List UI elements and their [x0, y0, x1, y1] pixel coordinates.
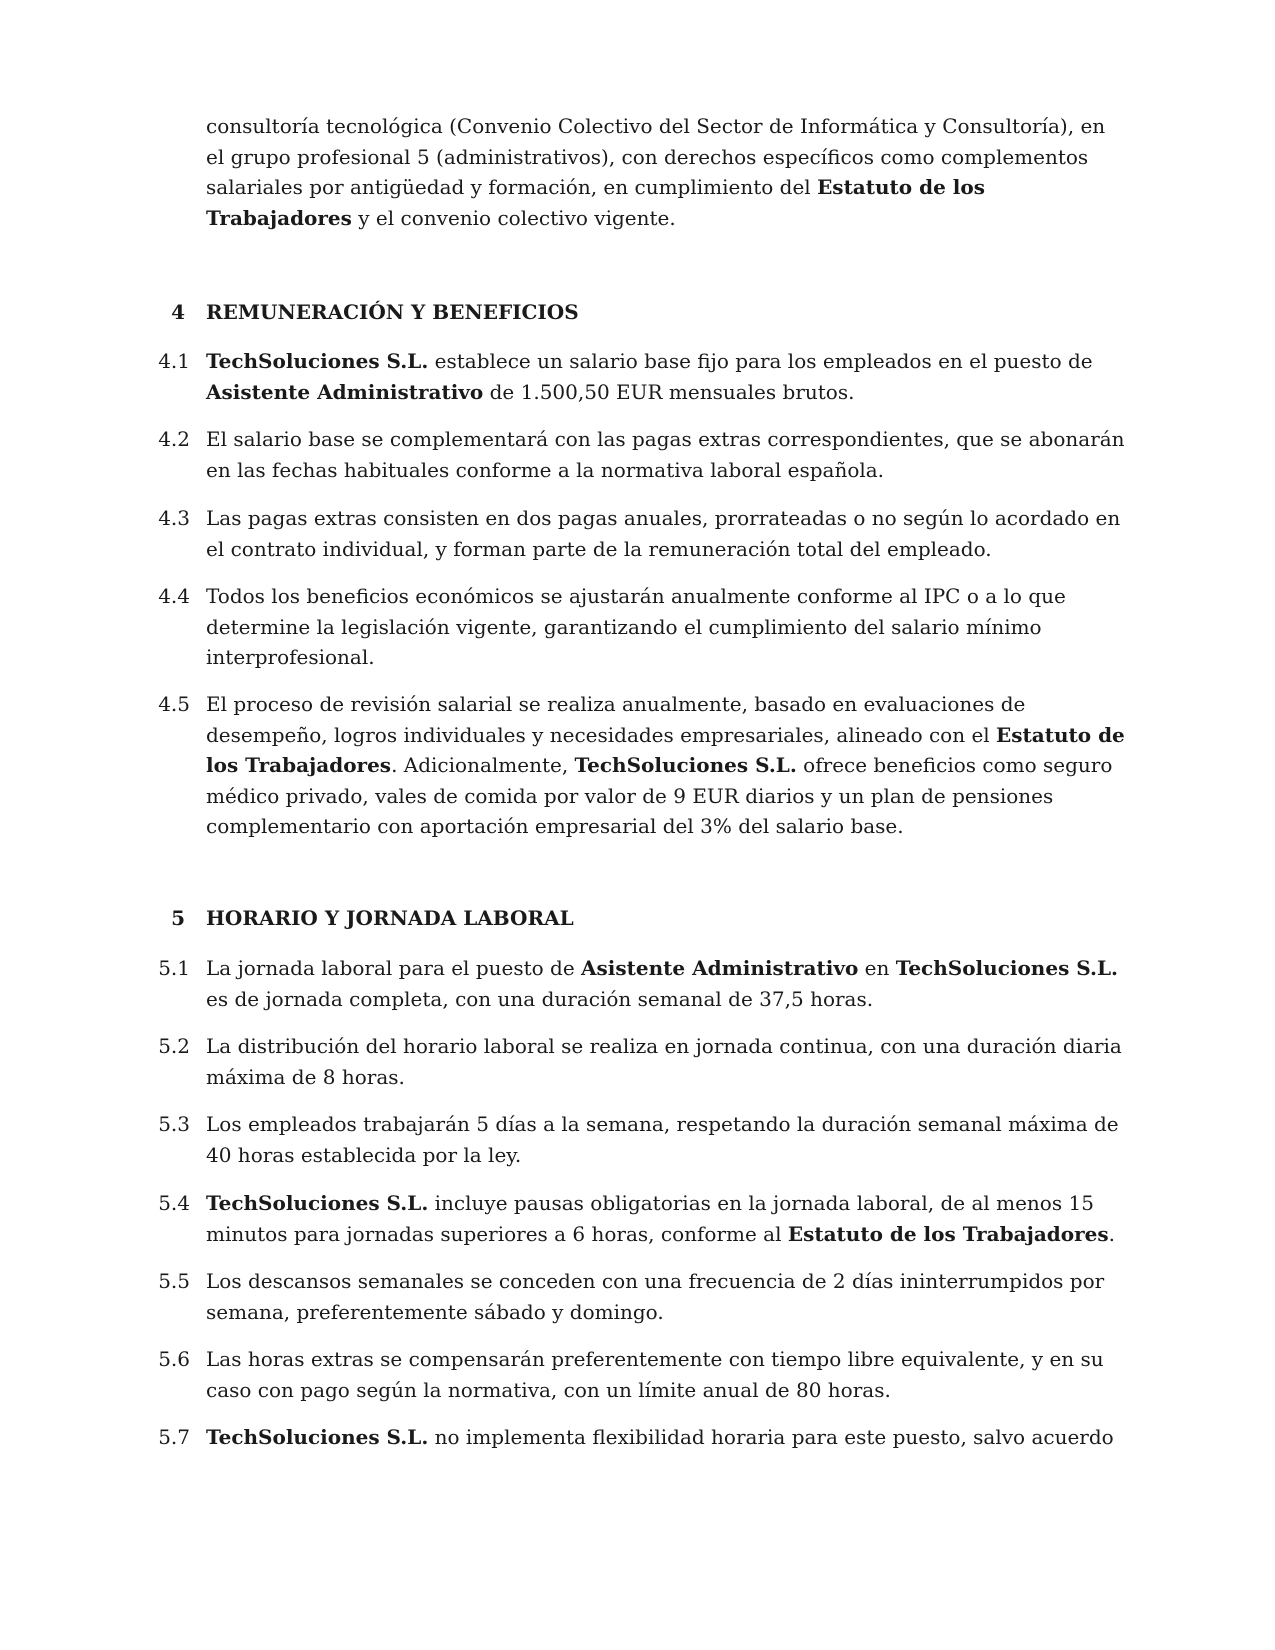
- clause-5-4: [140, 1188, 1125, 1249]
- clause-text: [206, 953, 1125, 1014]
- clause-text-part: en: [858, 956, 896, 980]
- section-number: 4: [171, 300, 185, 324]
- statute-name: Estatuto de los Trabajadores: [206, 722, 1125, 777]
- clause-number: 4.4: [158, 584, 190, 608]
- company-name: TechSoluciones S.L.: [206, 1191, 429, 1215]
- company-name: TechSoluciones S.L.: [206, 349, 429, 373]
- clause-text-part: . Adicionalmente,: [391, 753, 575, 777]
- clause-text: Los descansos semanales se conceden con una frecuencia de 2 días ininterrumpidos por semana, preferentemente sábado y domingo.: [206, 1269, 1105, 1324]
- clause-text: [206, 346, 1125, 407]
- clause-4-1: [140, 346, 1125, 407]
- position-name: Asistente Administrativo: [581, 956, 859, 980]
- intro-paragraph: [206, 111, 1121, 233]
- clause-text-part: no implementa flexibilidad horaria para este puesto, salvo acuerdo: [428, 1425, 1114, 1449]
- company-name: TechSoluciones S.L.: [574, 753, 797, 777]
- clause-number: 5.6: [158, 1347, 190, 1371]
- clause-text: Las pagas extras consisten en dos pagas anuales, prorrateadas o no según lo acordado en el contrato individual, y forman parte de la remuneración total del empleado.: [206, 506, 1121, 561]
- clause-text-part: es de jornada completa, con una duración semanal de 37,5 horas.: [206, 986, 874, 1011]
- clause-number: 4.1: [158, 349, 190, 373]
- statute-name: Estatuto de los Trabajadores: [787, 1221, 1109, 1246]
- clause-text-part: de 1.500,50 EUR mensuales brutos.: [483, 379, 855, 404]
- intro-text: consultoría tecnológica (Convenio Colectivo del Sector de Informática y Consultoría), en el grupo profesional 5 (administrativos), con derechos específicos como complementos salariales por antigüedad y formación, en cumplimiento del: [206, 114, 1106, 199]
- section-number: 5: [171, 906, 185, 930]
- clause-4-4: [140, 581, 1125, 673]
- clause-5-5: [140, 1266, 1125, 1327]
- section-4-heading: [140, 297, 1125, 328]
- clause-number: 5.3: [158, 1112, 190, 1136]
- clause-text-part: incluye pausas obligatorias en la jornada laboral, de al menos 15 minutos para jornadas superiores a 6 horas, conforme al: [206, 1191, 1094, 1246]
- clause-number: 5.4: [158, 1191, 190, 1215]
- clause-text-part: El proceso de revisión salarial se realiza anualmente, basado en evaluaciones de desempeño, logros individuales y necesidades empresariales, alineado con el: [206, 692, 1026, 747]
- clause-4-2: [140, 424, 1125, 485]
- clause-text-part: ofrece beneficios como seguro médico privado, vales de comida por valor de 9 EUR diarios y un plan de pensiones complementario con aportación empresarial del 3% del salario base.: [206, 753, 1113, 838]
- position-name: Asistente Administrativo: [206, 379, 484, 404]
- clause-text: [206, 1422, 1125, 1453]
- clause-5-6: [140, 1344, 1125, 1405]
- section-5-heading: [140, 903, 1125, 934]
- intro-bold: Estatuto de los Trabajadores: [206, 175, 985, 230]
- clause-text-part: .: [1108, 1221, 1115, 1246]
- clause-5-3: [140, 1109, 1125, 1170]
- company-name: TechSoluciones S.L.: [206, 1425, 429, 1449]
- clause-text: Los empleados trabajarán 5 días a la semana, respetando la duración semanal máxima de 40 horas establecida por la ley.: [206, 1112, 1119, 1167]
- clause-4-5: [140, 689, 1125, 842]
- clause-5-2: [140, 1031, 1125, 1092]
- clause-text: Las horas extras se compensarán preferentemente con tiempo libre equivalente, y en su caso con pago según la normativa, con un límite anual de 80 horas.: [206, 1347, 1104, 1402]
- section-title: REMUNERACIÓN Y BENEFICIOS: [206, 300, 579, 324]
- intro-text-end: y el convenio colectivo vigente.: [351, 205, 676, 230]
- clause-4-3: [140, 503, 1125, 564]
- clause-number: 4.5: [158, 692, 190, 716]
- clause-text: [206, 1188, 1125, 1249]
- clause-5-7: [140, 1422, 1125, 1453]
- clause-text-part: establece un salario base fijo para los empleados en el puesto de: [428, 349, 1093, 373]
- clause-text-part: La jornada laboral para el puesto de: [206, 956, 582, 980]
- clause-text: El salario base se complementará con las pagas extras correspondientes, que se abonarán en las fechas habituales conforme a la normativa laboral española.: [206, 427, 1125, 482]
- clause-number: 4.3: [158, 506, 190, 530]
- clause-text: [206, 689, 1125, 842]
- clause-number: 4.2: [158, 427, 190, 451]
- clause-text: Todos los beneficios económicos se ajustarán anualmente conforme al IPC o a lo que determine la legislación vigente, garantizando el cumplimiento del salario mínimo interprofesional.: [206, 584, 1066, 669]
- clause-text: La distribución del horario laboral se realiza en jornada continua, con una duración diaria máxima de 8 horas.: [206, 1034, 1122, 1089]
- clause-number: 5.2: [158, 1034, 190, 1058]
- clause-number: 5.1: [158, 956, 190, 980]
- clause-number: 5.7: [158, 1425, 190, 1449]
- clause-number: 5.5: [158, 1269, 190, 1293]
- company-name: TechSoluciones S.L.: [895, 956, 1119, 980]
- clause-5-1: [140, 953, 1125, 1014]
- section-title: HORARIO Y JORNADA LABORAL: [206, 906, 574, 930]
